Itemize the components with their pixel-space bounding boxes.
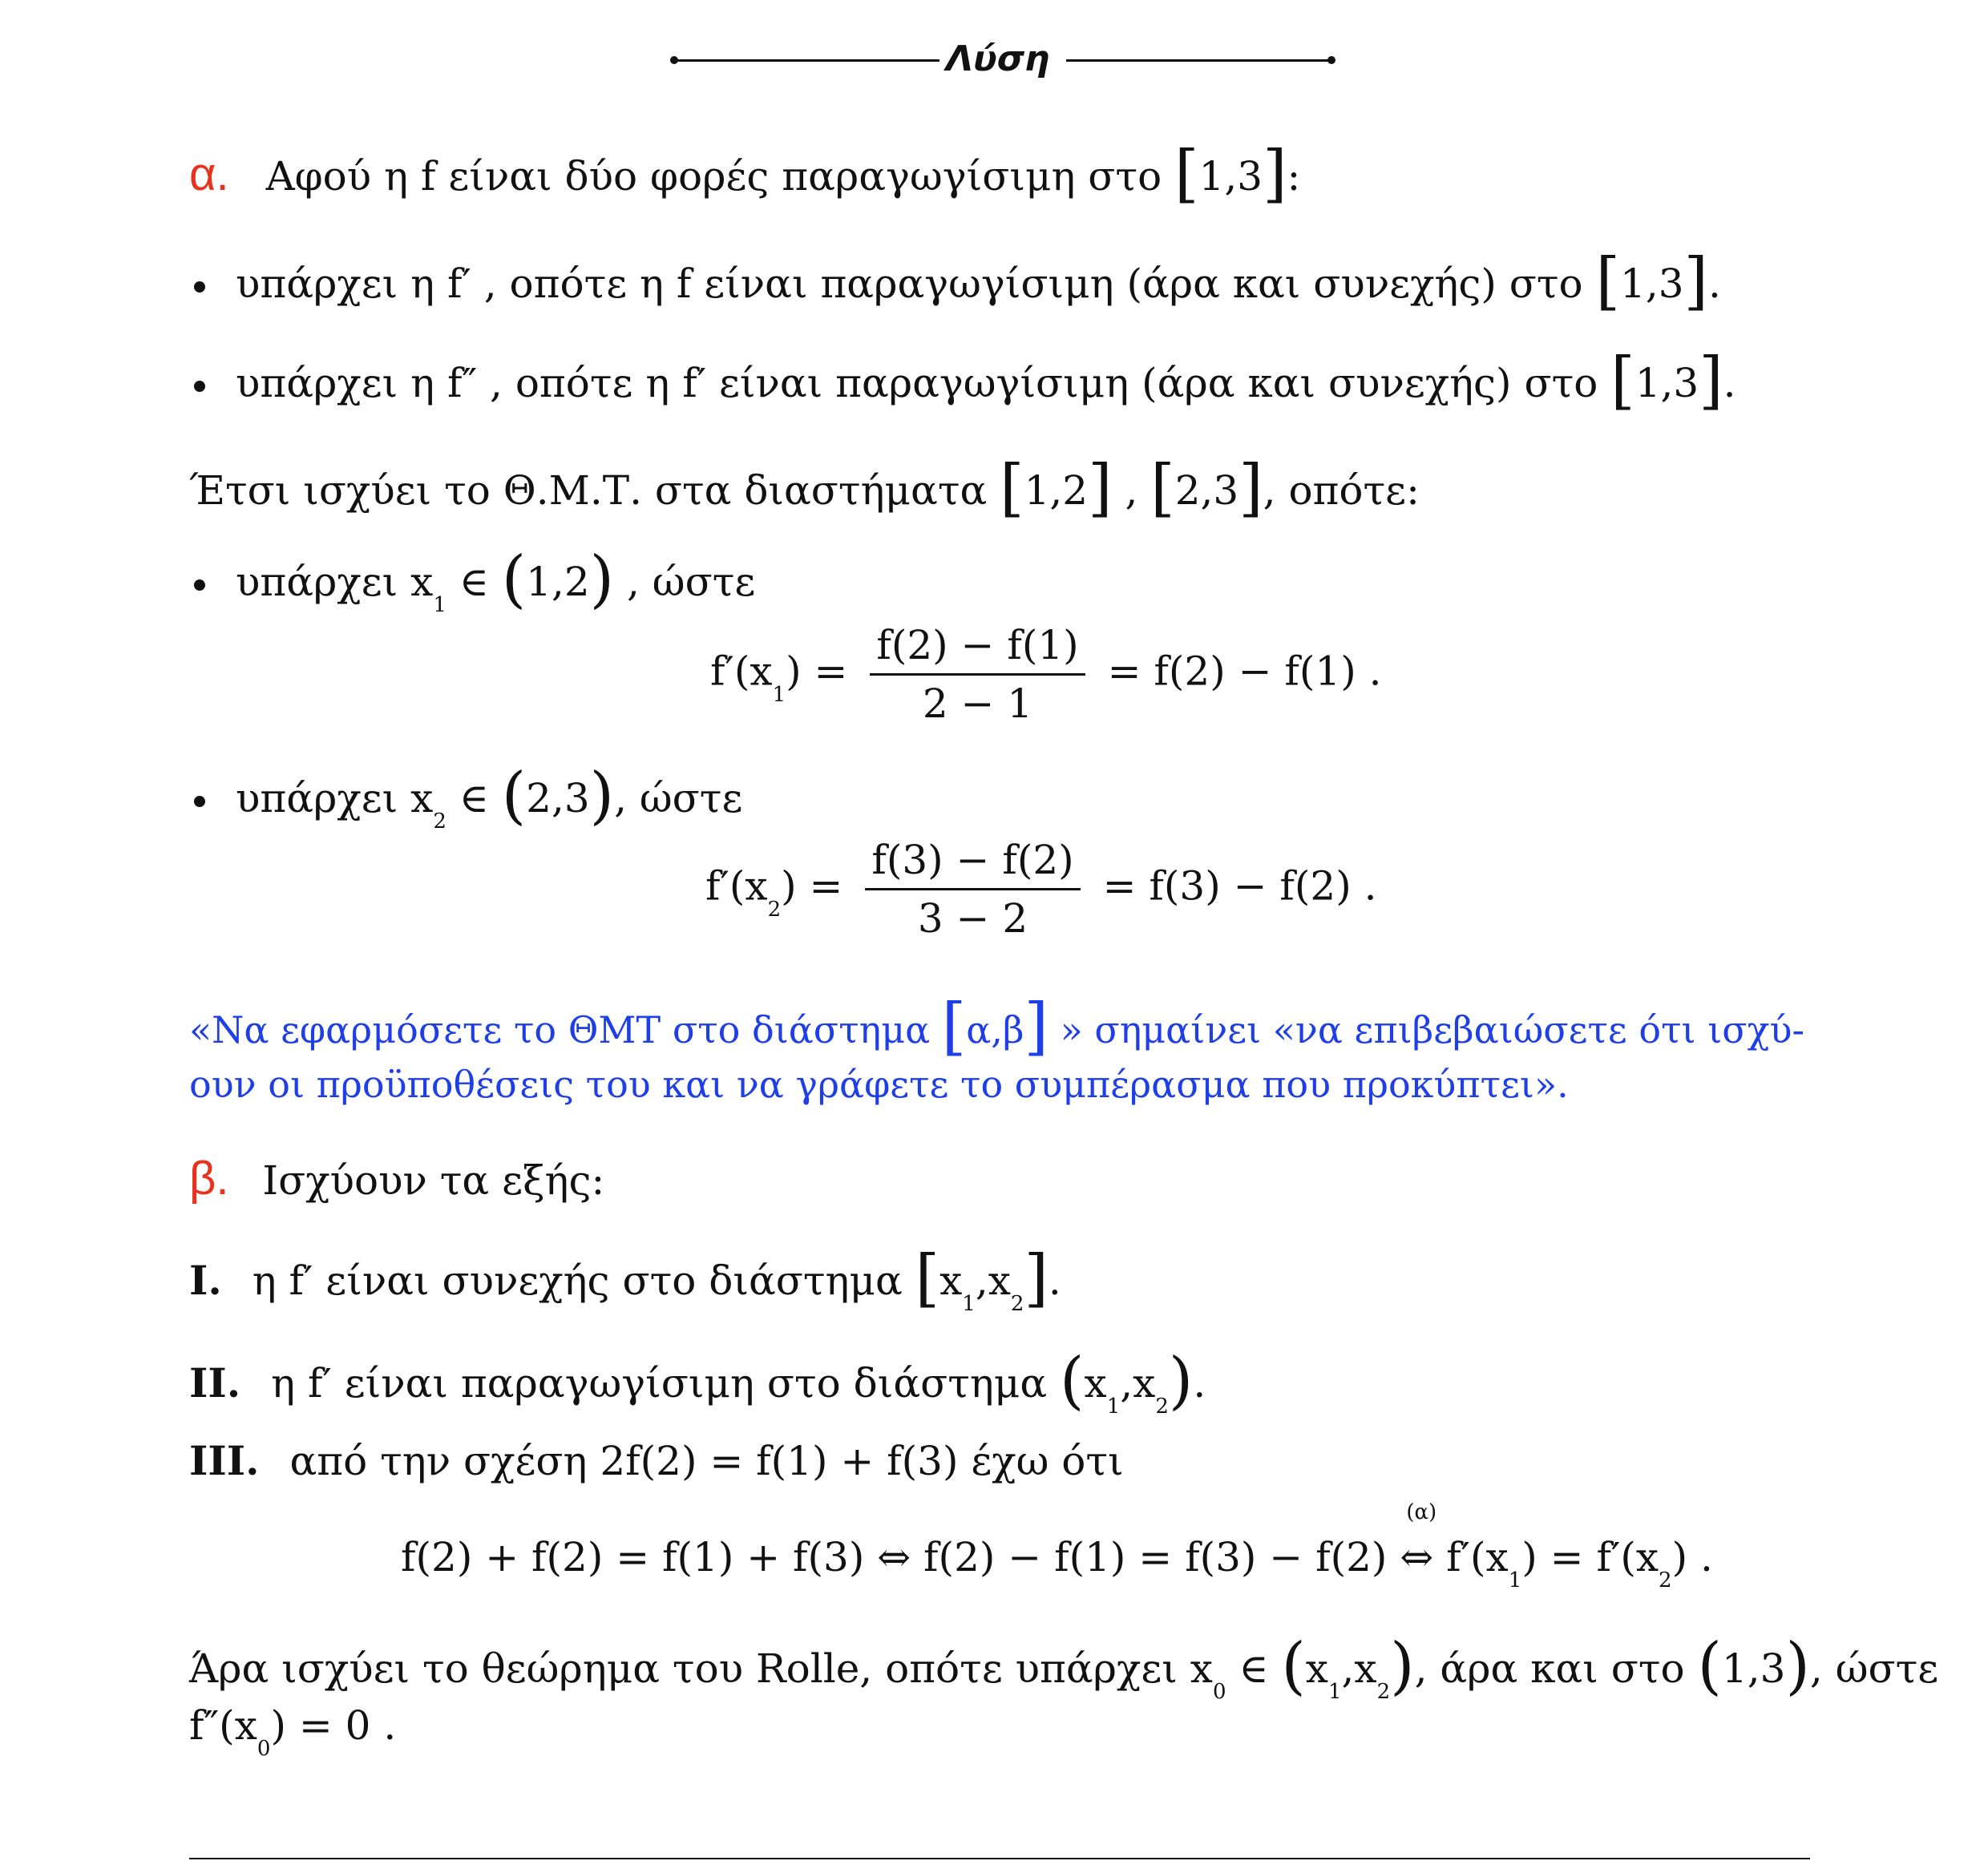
condition-iii: III. από την σχέση 2f(2) = f(1) + f(3) έχω ότι [189,1437,1124,1484]
bullet-f-prime: υπάρχει η f′ , οπότε η f είναι παραγωγίσιμη (άρα και συνεχής) στο [1,3]. [194,250,1721,313]
bullet-icon [194,281,205,293]
equation-chain: f(2) + f(2) = f(1) + f(3) ⇔ f(2) − f(1) = f(3) − f(2) (α) ⇔ $f'(x_1) = f'(x_2)$ . [401,1500,1713,1592]
part-a-intro: α. Αφού η f είναι δύο φορές παραγωγίσιμη στο [1,3]: [189,138,1301,210]
page-title: Λύση [946,38,1050,79]
part-a-label: α. [189,148,229,200]
bullet-icon [194,579,205,591]
fraction-2: $\frac{f(3) - f(2)}{3 - 2}$ [865,840,1080,939]
condition-i: I. η f′ είναι συνεχής στο διάστημα $[x_1,x_2]$. [189,1242,1061,1316]
title-rule-right-dot [1327,56,1335,64]
bullet-icon [194,381,205,392]
condition-ii: II. η f′ είναι παραγωγίσιμη στο διάστημα $(x_1,x_2)$. [189,1345,1206,1419]
bullet-exists-x2: υπάρχει $x_2$ ∈ (2,3), ώστε [194,765,742,827]
equation-mvt-2: $f'(x_2)$ = $\frac{f(3) - f(2)}{3 - 2}$ = f(3) − f(2) . [705,837,1377,942]
rolle-conclusion: Άρα ισχύει το θεώρημα του Rolle, οπότε υπάρχει $x_0$ ∈ $(x_1,x_2)$, άρα και στο (1,3), ώστε [189,1630,1939,1704]
part-b-intro: β. Ισχύουν τα εξής: [189,1152,605,1205]
title-rule-right [1066,59,1331,62]
bottom-rule [189,1858,1810,1859]
bullet-exists-x1: υπάρχει $x_1$ ∈ (1,2) , ώστε [194,548,755,611]
rolle-final: $f''(x_0) = 0$ . [189,1702,397,1761]
mvt-note-line-1: «Να εφαρμόσετε το ΘΜΤ στο διάστημα [α,β] » σημαίνει «να επιβεβαιώσετε ότι ισχύ- [189,991,1805,1063]
title-rule-left [673,59,939,62]
arrow-label: (α) [1406,1500,1437,1524]
mvt-note-line-2: ουν οι προϋποθέσεις του και να γράφετε το συμπέρασμα που προκύπτει». [189,1063,1569,1106]
equation-mvt-1: $f'(x_1)$ = $\frac{f(2) - f(1)}{2 - 1}$ = f(2) − f(1) . [710,622,1382,727]
bullet-f-double-prime: υπάρχει η f″ , οπότε η f′ είναι παραγωγίσιμη (άρα και συνεχής) στο [1,3]. [194,349,1736,412]
bullet-icon [194,796,205,807]
part-b-label: β. [189,1152,229,1205]
mvt-statement: Έτσι ισχύει το Θ.Μ.Τ. στα διαστήματα [1,2] , [2,3], οπότε: [189,452,1420,524]
fraction-1: $\frac{f(2) - f(1)}{2 - 1}$ [870,625,1085,724]
